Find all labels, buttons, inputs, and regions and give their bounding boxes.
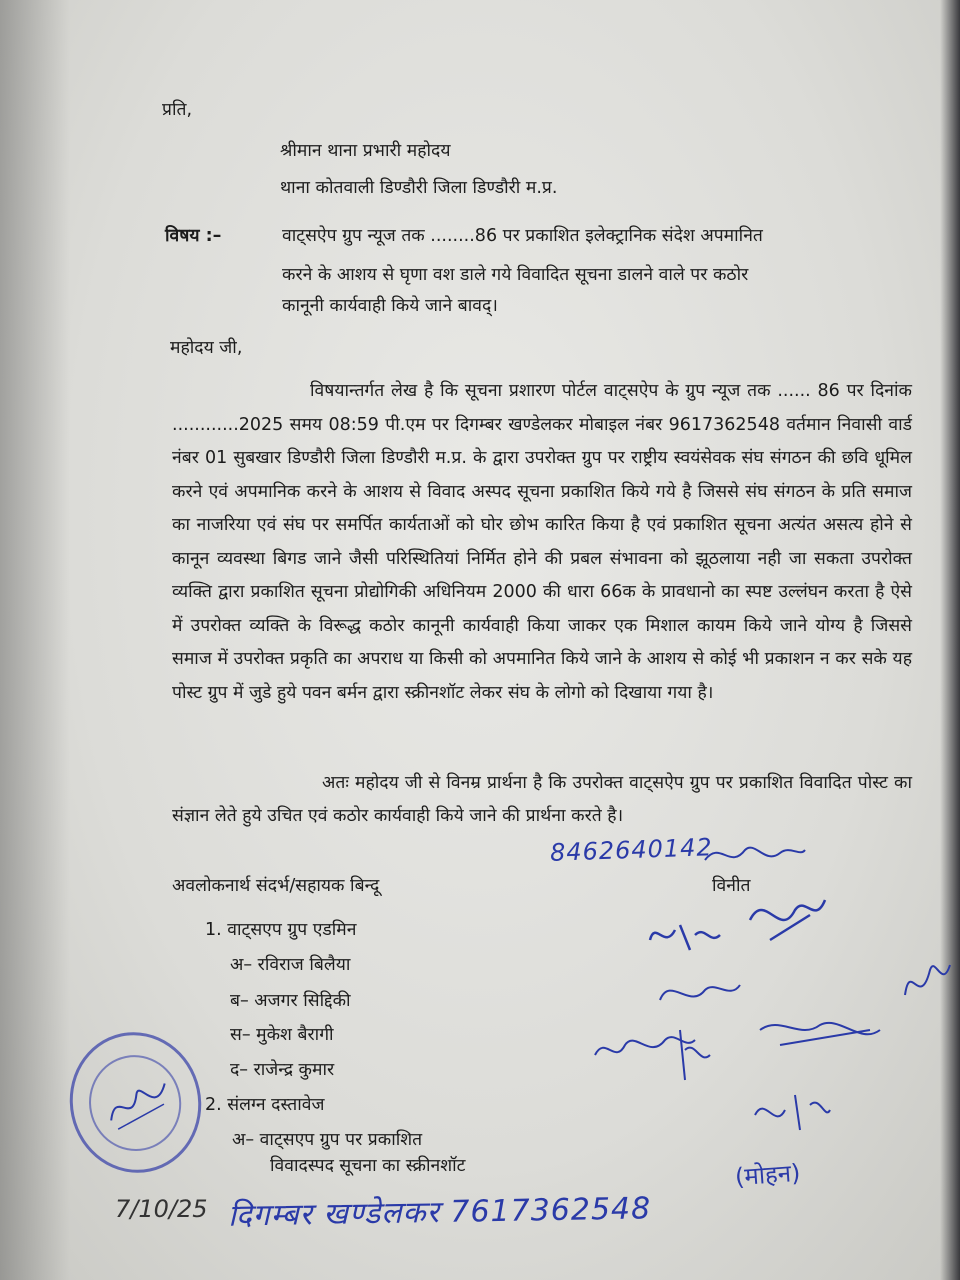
addressee-line-2: थाना कोतवाली डिण्डौरी जिला डिण्डौरी म.प्र. xyxy=(280,178,558,198)
reference-heading: अवलोकनार्थ संदर्भ/सहायक बिन्दू xyxy=(172,876,380,896)
item-1-heading: 1. वाट्सएप ग्रुप एडमिन xyxy=(205,920,357,940)
handwritten-bottom-note: दिगम्बर खण्डेलकर 7617362548 xyxy=(227,1191,652,1234)
handwritten-bracket-note: (मोहन) xyxy=(734,1158,802,1192)
body-paragraph: विषयान्तर्गत लेख है कि सूचना प्रशारण पोर्टल वाट्सऐप के ग्रुप न्यूज तक ...... 86 पर दिनांक ............2025 समय 08:59 पी.एम पर दिगम्बर खण्डेलकर मोबाइल नंबर 9617362548 वर्तमान निवासी वार्ड नंबर 01 सुबखार डिण्डौरी जिला डिण्डौरी म.प्र. के द्वारा उपरोक्त ग्रुप पर राष्ट्रीय स्वयंसेवक संघ संगठन की छवि धूमिल करने एवं अपमानिक करने के आशय से विवाद अस्पद सूचना प्रकाशित किये गये है जिससे संघ संगठन के प्रति समाज का नाजरिया एवं संघ पर समर्पित कार्यताओं को घोर छोभ कारित किया है एवं प्रकाशित सूचना अत्यंत असत्य होने से कानून व्यवस्था बिगड जाने जैसी परिस्थितियां निर्मित होने की प्रबल संभावना को झूठलाया नही जा सकता उपरोक्त व्यक्ति द्वारा प्रकाशित सूचना प्रोद्योगिकी अधिनियम 2000 की धारा 66क के प्रावधानो का स्पष्ट उल्लंघन करता है ऐसे में उपरोक्त व्यक्ति के विरूद्ध कठोर कानूनी कार्यवाही किया जाकर एक मिशाल कायम किये जाने योग्य है जिससे समाज में उपरोक्त प्रकृति का अपराध या किसी को अपमानित किये जाने के आशय से कोई भी प्रकाशन न कर सके यह पोस्ट ग्रुप में जुडे हुये पवन बर्मन द्वारा स्क्रीनशॉट लेकर संघ के लोगो को दिखाया गया है। xyxy=(172,381,912,703)
subject-line-2: करने के आशय से घृणा वश डाले गये विवादित सूचना डालने वाले पर कठोर xyxy=(282,265,749,285)
admin-item: अ– रविराज बिलैया xyxy=(230,955,351,975)
subject-label: विषय :– xyxy=(165,226,222,246)
admin-item: स– मुकेश बैरागी xyxy=(230,1025,334,1045)
request-paragraph: अतः महोदय जी से विनम्र प्रार्थना है कि उपरोक्त वाट्सऐप ग्रुप पर प्रकाशित विवादित पोस्ट का संज्ञान लेते हुये उचित एवं कठोर कार्यवाही किये जाने की प्रार्थना करते है। xyxy=(172,773,912,826)
subject-line-3: कानूनी कार्यवाही किये जाने बावद्। xyxy=(282,296,498,316)
handwritten-date: 7/10/25 xyxy=(115,1195,208,1223)
prati-label: प्रति, xyxy=(162,100,193,120)
police-station-stamp xyxy=(57,1020,214,1185)
item-2-heading: 2. संलग्न दस्तावेज xyxy=(205,1095,325,1115)
attachment-line-1: अ– वाट्सएप ग्रुप पर प्रकाशित xyxy=(232,1130,423,1150)
phone-signature xyxy=(700,835,810,875)
addressee-line-1: श्रीमान थाना प्रभारी महोदय xyxy=(280,141,451,161)
page-shadow xyxy=(0,0,70,1280)
closing-vineet: विनीत xyxy=(712,876,751,896)
signatures-cluster xyxy=(580,876,960,1140)
admin-item: ब– अजगर सिद्दिकी xyxy=(230,991,351,1011)
attachment-line-2: विवादस्पद सूचना का स्क्रीनशॉट xyxy=(270,1156,466,1176)
handwritten-phone: 8462640142 xyxy=(549,833,714,867)
salutation: महोदय जी, xyxy=(170,338,243,358)
admin-item: द– राजेन्द्र कुमार xyxy=(230,1060,335,1080)
subject-line-1: वाट्सऐप ग्रुप न्यूज तक ........86 पर प्रकाशित इलेक्ट्रानिक संदेश अपमानित xyxy=(282,226,763,246)
